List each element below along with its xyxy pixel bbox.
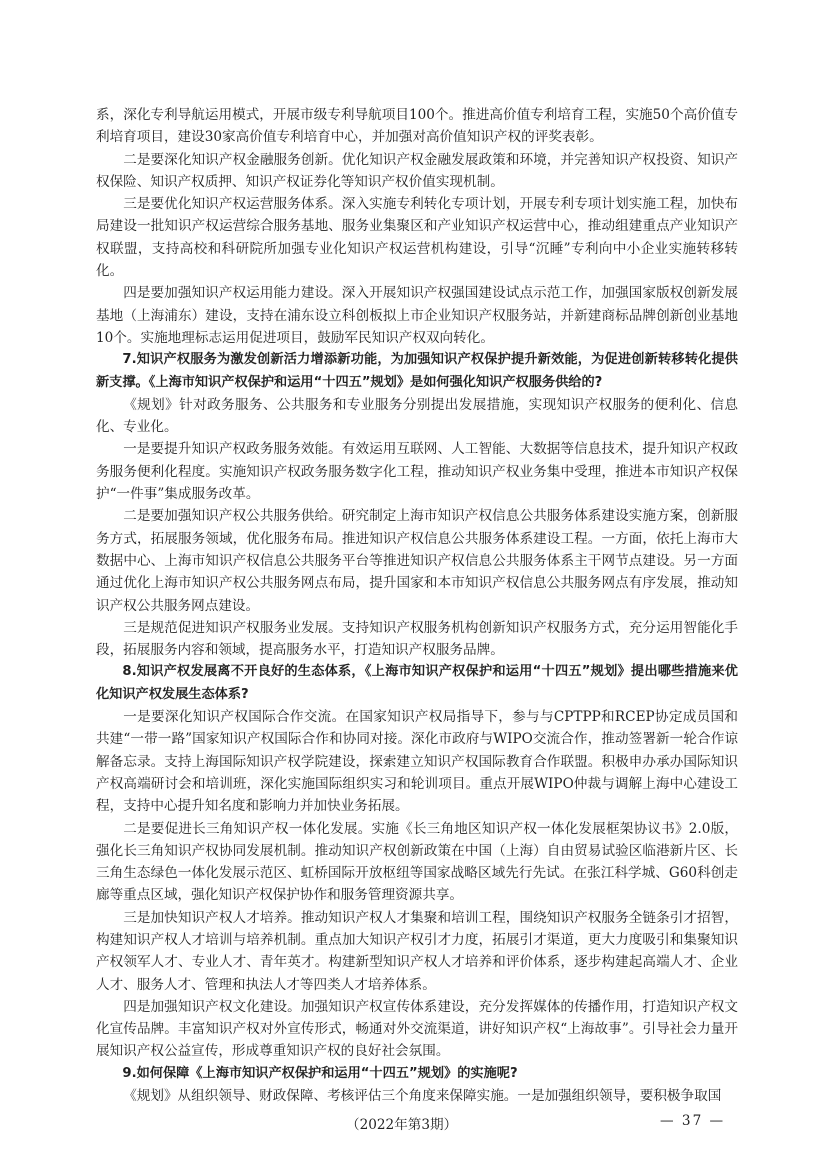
body-paragraph: 三是要优化知识产权运营服务体系。深入实施专利转化专项计划，开展专利专项计划实施工程，加快布局建设一批知识产权运营综合服务基地、服务业集聚区和产业知识产权运营中心，推动组建重点产业知识产权联盟，支持高校和科研院所加强专业化知识产权运营机构建设，引导“沉睡”专利向中小企业实施转移转化。 (96, 196, 738, 280)
issue-label: （2022年第3期） (346, 1117, 458, 1133)
body-paragraph: 二是要加强知识产权公共服务供给。研究制定上海市知识产权信息公共服务体系建设实施方案，创新服务方式，拓展服务领域，优化服务布局。推进知识产权信息公共服务体系建设工程。一方面，依托上海市大数据中心、上海市知识产权信息公共服务平台等推进知识产权信息公共服务体系主干网节点建设。另一方面通过优化上海市知识产权公共服务网点布局，提升国家和本市知识产权信息公共服务网点有序发展，推动知识产权公共服务网点建设。 (96, 508, 738, 614)
body-paragraph: 三是加快知识产权人才培养。推动知识产权人才集聚和培训工程，围绕知识产权服务全链条引才招智，构建知识产权人才培训与培养机制。重点加大知识产权引才力度，拓展引才渠道，更大力度吸引和集聚知识产权领军人才、专业人才、青年英才。构建新型知识产权人才培养和评价体系，逐步构建起高端人才、企业人才、服务人才、管理和执法人才等四类人才培养体系。 (96, 909, 738, 993)
body-paragraph: 一是要深化知识产权国际合作交流。在国家知识产权局指导下，参与与CPTPP和RCEP协定成员国和共建“一带一路”国家知识产权国际合作和协同对接。深化市政府与WIPO交流合作，推动签署新一轮合作谅解备忘录。支持上海国际知识产权学院建设，探索建立知识产权国际教育合作联盟。积极申办承办国际知识产权高端研讨会和培训班，深化实施国际组织实习和轮训项目。重点开展WIPO仲裁与调解上海中心建设工程，支持中心提升知名度和影响力并加快业务拓展。 (96, 709, 738, 815)
body-paragraph: 四是要加强知识产权运用能力建设。深入开展知识产权强国建设试点示范工作，加强国家版权创新发展基地（上海浦东）建设，支持在浦东设立科创板拟上市企业知识产权服务站，并新建商标品牌创新创业基地10个。实施地理标志运用促进项目，鼓励军民知识产权双向转化。 (96, 285, 738, 346)
body-paragraph: 四是加强知识产权文化建设。加强知识产权宣传体系建设，充分发挥媒体的传播作用，打造知识产权文化宣传品牌。丰富知识产权对外宣传形式，畅通对外交流渠道，讲好知识产权“上海故事”。引导社会力量开展知识产权公益宣传，形成尊重知识产权的良好社会氛围。 (96, 998, 738, 1060)
body-paragraph: 《规划》从组织领导、财政保障、考核评估三个角度来保障实施。一是加强组织领导，要积极争取国 (123, 1088, 722, 1105)
question-heading: 7.知识产权服务为激发创新活力增添新功能，为加强知识产权保护提升新效能，为促进创新转移转化提供新支撑。《上海市知识产权保护和运用“十四五”规划》是如何强化知识产权服务供给的? (96, 352, 738, 390)
body-paragraph: 《规划》针对政务服务、公共服务和专业服务分别提出发展措施，实现知识产权服务的便利化、信息化、专业化。 (96, 396, 738, 436)
question-heading: 9.如何保障《上海市知识产权保护和运用“十四五”规划》的实施呢? (122, 1065, 518, 1081)
body-paragraph: 三是规范促进知识产权服务业发展。支持知识产权服务机构创新知识产权服务方式，充分运用智能化手段，拓展服务内容和领域，提高服务水平，打造知识产权服务品牌。 (96, 619, 738, 659)
body-paragraph: 一是要提升知识产权政务服务效能。有效运用互联网、人工智能、大数据等信息技术，提升知识产权政务服务便利化程度。实施知识产权政务服务数字化工程，推动知识产权业务集中受理，推进本市知识产权保护“一件事”集成服务改革。 (96, 441, 738, 503)
body-paragraph: 二是要促进长三角知识产权一体化发展。实施《长三角地区知识产权一体化发展框架协议书》2.0版，强化长三角知识产权协同发展机制。推动知识产权创新政策在中国（上海）自由贸易试验区临港新片区、长三角生态绿色一体化发展示范区、虹桥国际开放枢纽等国家战略区域先行先试。在张江科学城、G60科创走廊等重点区域，强化知识产权保护协作和服务管理资源共享。 (96, 820, 738, 904)
question-heading: 8.知识产权发展离不开良好的生态体系，《上海市知识产权保护和运用“十四五”规划》提出哪些措施来优化知识产权发展生态体系? (96, 664, 738, 702)
page-number: — 37 — (660, 1113, 726, 1129)
page-footer (0, 1113, 827, 1137)
body-paragraph: 系，深化专利导航运用模式，开展市级专利导航项目100个。推进高价值专利培育工程，实施50个高价值专利培育项目，建设30家高价值专利培育中心，并加强对高价值知识产权的评奖表彰。 (96, 107, 738, 146)
body-paragraph: 二是要深化知识产权金融服务创新。优化知识产权金融发展政策和环境，并完善知识产权投资、知识产权保险、知识产权质押、知识产权证券化等知识产权价值实现机制。 (96, 151, 738, 190)
article-body (96, 104, 738, 1107)
